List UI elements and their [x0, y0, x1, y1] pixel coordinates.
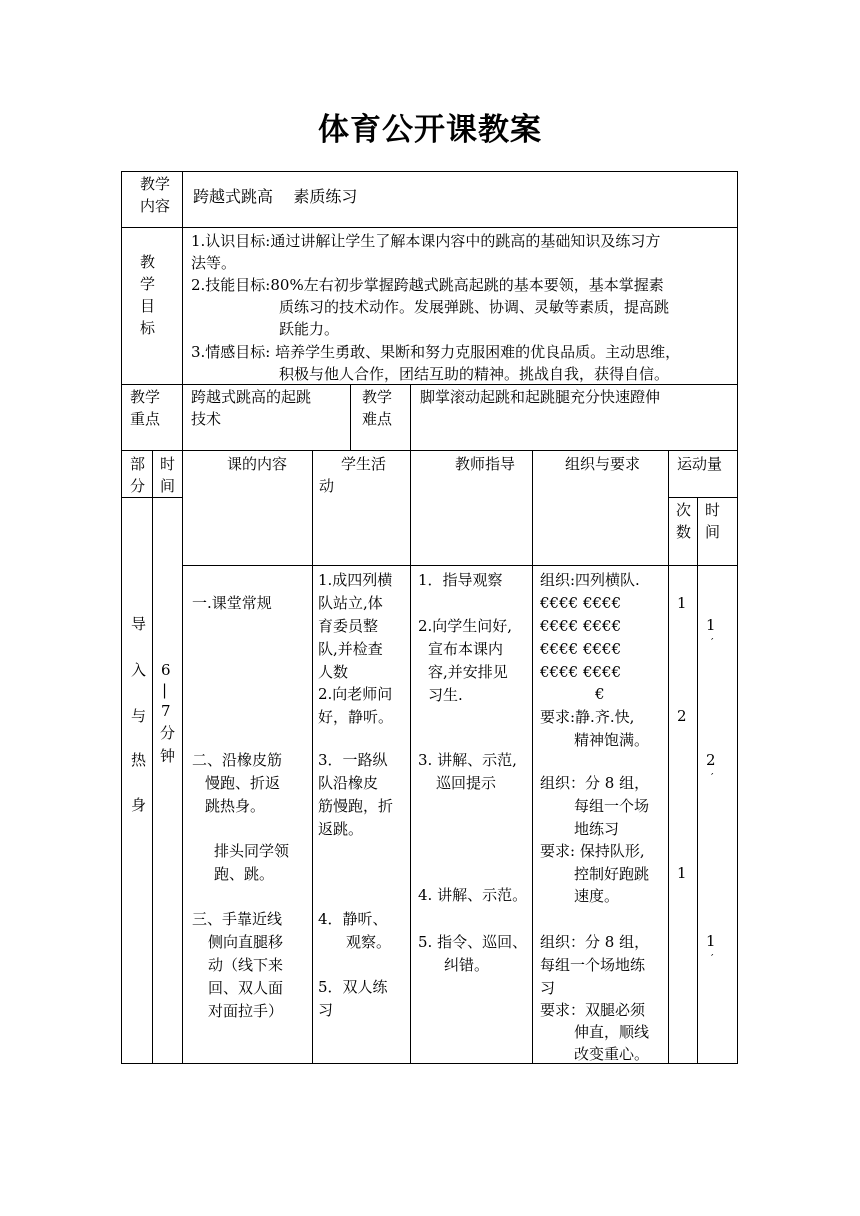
- time-cell: 分: [160, 724, 176, 742]
- content-label: 教学: [140, 175, 171, 193]
- student-item: 筋慢跑，折: [318, 797, 394, 815]
- goal-line: 跃能力。: [279, 320, 340, 338]
- content-item: 三、手靠近线: [192, 910, 283, 928]
- header-time: 时: [160, 455, 176, 473]
- time-cell: |: [162, 681, 168, 699]
- student-item: 5．双人练: [318, 978, 388, 996]
- teacher-item: 1．指导观察: [418, 571, 503, 589]
- org-item: 精神饱满。: [574, 731, 650, 749]
- table-border-left: [121, 171, 122, 1064]
- part-cell: 热: [131, 751, 147, 769]
- content-value: 跨越式跳高 素质练习: [193, 187, 358, 206]
- org-item: 控制好跑跳: [574, 865, 650, 883]
- org-item: 改变重心。: [574, 1045, 650, 1063]
- table-rule: [182, 171, 183, 1064]
- part-cell: 入: [131, 661, 147, 679]
- org-item: 要求:静.齐.快,: [540, 708, 635, 726]
- content-label: 内容: [140, 197, 171, 215]
- org-item: 组织：分 8 组，: [540, 774, 650, 792]
- content-item: 二、沿橡皮筋: [192, 751, 283, 769]
- duration-mark: ′: [711, 636, 714, 649]
- content-item: 回、双人面: [208, 979, 284, 997]
- header-duration: 间: [705, 523, 721, 541]
- content-item: 跳热身。: [205, 797, 266, 815]
- formation-row: €€€€ €€€€: [540, 617, 622, 635]
- teacher-item: 2.向学生问好,: [418, 617, 513, 635]
- count-cell: 1: [677, 864, 687, 882]
- header-org: 组织与要求: [565, 455, 641, 473]
- goal-line: 3.情感目标: 培养学生勇敢、果断和努力克服困难的优良品质。主动思维，: [191, 343, 681, 361]
- difficulty-label: 难点: [362, 410, 393, 428]
- org-item: 要求：双腿必须: [540, 1001, 646, 1019]
- table-rule: [312, 450, 313, 1064]
- student-item: 观察。: [346, 933, 392, 951]
- header-time: 间: [160, 477, 176, 495]
- header-student: 学生活: [341, 455, 387, 473]
- table-rule: [350, 384, 351, 451]
- content-item: 动（线下来: [208, 956, 284, 974]
- table-rule: [121, 227, 738, 228]
- key-label: 重点: [130, 410, 161, 428]
- goals-label: 学: [140, 275, 156, 293]
- table-rule: [182, 565, 738, 566]
- table-rule: [152, 450, 153, 1064]
- teacher-item: 纠错。: [444, 956, 490, 974]
- goals-label: 教: [140, 253, 156, 271]
- org-item: 要求: 保持队形,: [540, 842, 645, 860]
- student-item: 3．一路纵: [318, 751, 388, 769]
- student-item: 队,并检查: [318, 640, 383, 658]
- student-item: 1.成四列横: [318, 571, 393, 589]
- content-item: 慢跑、折返: [205, 774, 281, 792]
- teacher-item: 5. 指令、巡回、: [418, 933, 528, 951]
- key-label: 教学: [130, 388, 161, 406]
- student-item: 习: [318, 1001, 334, 1019]
- time-cell: 7: [161, 702, 171, 720]
- key-value: 技术: [191, 410, 222, 428]
- org-item: 每组一个场: [574, 797, 650, 815]
- difficulty-label: 教学: [362, 388, 393, 406]
- header-duration: 时: [705, 501, 721, 519]
- student-item: 人数: [318, 663, 349, 681]
- key-value: 跨越式跳高的起跳: [191, 388, 312, 406]
- teacher-item: 宣布本课内: [428, 640, 504, 658]
- org-item: 每组一个场地练: [540, 956, 646, 974]
- goals-label: 标: [140, 319, 156, 337]
- goal-line: 积极与他人合作，团结互助的精神。挑战自我，获得自信。: [279, 365, 670, 383]
- table-border-top: [121, 171, 738, 172]
- student-item: 2.向老师问: [318, 685, 393, 703]
- org-item: 习: [540, 979, 556, 997]
- part-cell: 导: [131, 615, 147, 633]
- student-item: 好，静听。: [318, 708, 394, 726]
- content-item: 对面拉手）: [208, 1002, 284, 1020]
- goal-line: 2.技能目标:80%左右初步掌握跨越式跳高起跳的基本要领，基本掌握素: [191, 276, 664, 294]
- table-rule: [668, 497, 738, 498]
- student-item: 队站立,体: [318, 594, 383, 612]
- part-cell: 身: [131, 796, 147, 814]
- teacher-item: 容,并安排见: [428, 663, 508, 681]
- header-student: 动: [319, 477, 335, 495]
- teacher-item: 巡回提示: [436, 774, 497, 792]
- header-part: 分: [130, 477, 146, 495]
- goal-line: 1.认识目标:通过讲解让学生了解本课内容中的跳高的基础知识及练习方: [191, 232, 661, 250]
- header-teacher: 教师指导: [455, 455, 516, 473]
- header-part: 部: [130, 455, 146, 473]
- teacher-item: 3. 讲解、示范,: [418, 751, 517, 769]
- student-item: 4．静听、: [318, 910, 388, 928]
- teacher-item: 4. 讲解、示范。: [418, 886, 528, 904]
- formation-row: €: [595, 685, 605, 703]
- duration-mark: ′: [711, 771, 714, 784]
- page-title: 体育公开课教案: [318, 112, 542, 148]
- count-cell: 1: [677, 594, 687, 612]
- org-item: 伸直，顺线: [574, 1023, 650, 1041]
- content-item: 一.课堂常规: [192, 594, 272, 612]
- duration-cell: 1: [706, 932, 716, 950]
- time-cell: 钟: [160, 747, 176, 765]
- formation-row: €€€€ €€€€: [540, 663, 622, 681]
- goals-label: 目: [140, 297, 156, 315]
- header-count: 数: [676, 523, 692, 541]
- table-border-right: [737, 171, 738, 1064]
- count-cell: 2: [677, 707, 687, 725]
- goal-line: 法等。: [191, 254, 237, 272]
- student-item: 返跳。: [318, 820, 364, 838]
- header-exercise: 运动量: [677, 455, 723, 473]
- content-item: 排头同学领: [214, 842, 290, 860]
- duration-cell: 2: [706, 751, 716, 769]
- table-rule: [668, 450, 669, 1064]
- difficulty-value: 脚掌滚动起跳和起跳腿充分快速蹬伸: [420, 388, 661, 406]
- formation-row: €€€€ €€€€: [540, 594, 622, 612]
- student-item: 育委员整: [318, 617, 379, 635]
- header-count: 次: [676, 501, 692, 519]
- student-item: 队沿橡皮: [318, 774, 379, 792]
- org-item: 组织：分 8 组，: [540, 933, 650, 951]
- part-cell: 与: [131, 707, 147, 725]
- table-rule: [410, 384, 411, 1064]
- formation-row: €€€€ €€€€: [540, 640, 622, 658]
- org-item: 地练习: [574, 820, 620, 838]
- header-content: 课的内容: [227, 455, 288, 473]
- teacher-item: 习生.: [428, 686, 463, 704]
- duration-mark: ′: [711, 952, 714, 965]
- org-item: 组织:四列横队.: [540, 571, 640, 589]
- content-item: 侧向直腿移: [208, 933, 284, 951]
- org-item: 速度。: [574, 887, 620, 905]
- table-rule: [121, 450, 738, 451]
- table-rule: [697, 497, 698, 1064]
- table-rule: [532, 450, 533, 1064]
- duration-cell: 1: [706, 616, 716, 634]
- goal-line: 质练习的技术动作。发展弹跳、协调、灵敏等素质，提高跳: [279, 298, 670, 316]
- time-cell: 6: [161, 661, 171, 679]
- content-item: 跑、跳。: [214, 865, 275, 883]
